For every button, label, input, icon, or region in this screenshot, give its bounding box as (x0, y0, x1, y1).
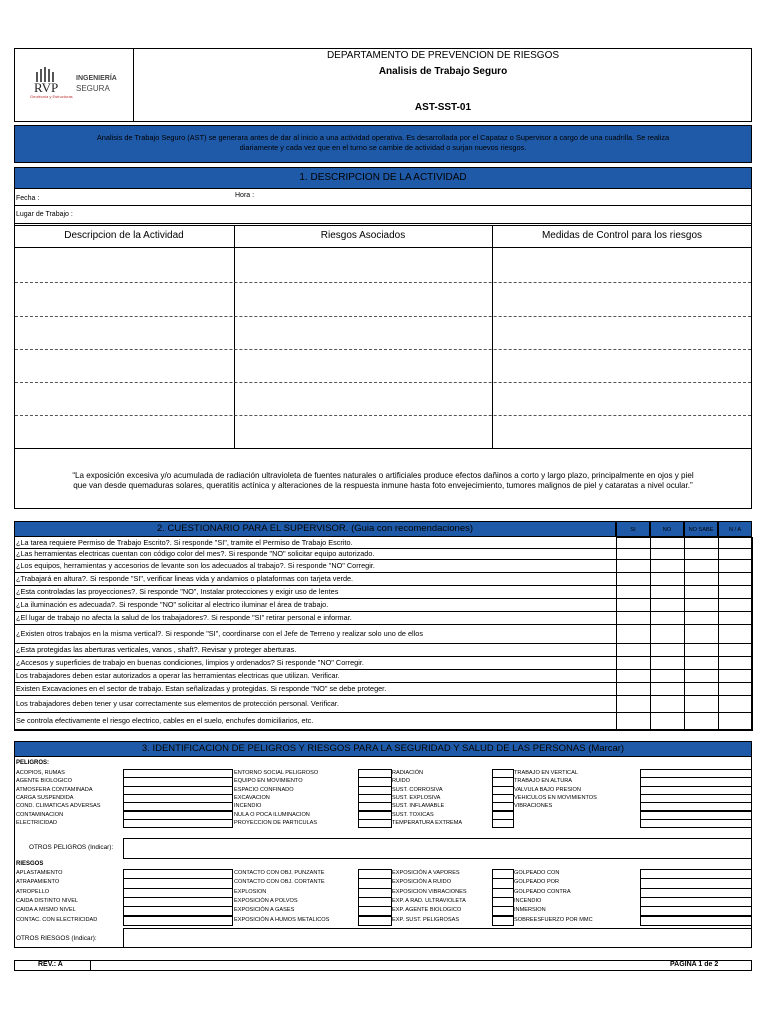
hazard-item-label: CONTACTO CON OBJ. PUNZANTE (234, 870, 325, 876)
answer-na-checkbox[interactable] (718, 559, 753, 573)
hazard-item-label: ATROPELLO (16, 888, 50, 895)
hazard-item-label: CONTAMINACION (16, 811, 64, 818)
answer-na-checkbox[interactable] (718, 585, 753, 599)
hazard-item-label: RADIACIÓN (392, 770, 424, 776)
answer-na-checkbox[interactable] (718, 712, 753, 731)
activity-row-line (15, 282, 751, 283)
col-si-label: SI (630, 527, 636, 533)
question-text: ¿El lugar de trabajo no afecta la salud de los trabajadores?. Si responde "SI" retirar personal e informar. (16, 612, 352, 622)
uv-warning-line-2: que van desde quemaduras solares, queratitis actínica y alteraciones de la respuesta inmune hasta foto envejecimiento, tumores malignos de piel y cataratas a nivel ocular.” (73, 481, 693, 490)
question-text: ¿Trabajará en altura?. Si responde "SI", verificar lineas vida y andamios o plataformas con tarjeta verde. (16, 573, 354, 583)
lugar-label: Lugar de Trabajo : (16, 211, 73, 218)
hazard-item-label: SUST. TOXICAS (392, 811, 434, 818)
hazard-mark-box[interactable] (123, 916, 233, 926)
answer-na-checkbox[interactable] (718, 572, 753, 586)
footer-divider (90, 960, 91, 971)
answer-nosabe-checkbox[interactable] (684, 624, 719, 644)
hazard-item-label: EXPLOSION (234, 888, 267, 895)
hazard-item-label: ATRAPAMIENTO (16, 879, 60, 886)
hazard-item-label: PROYECCION DE PARTICULAS (234, 819, 318, 826)
answer-si-checkbox[interactable] (616, 695, 651, 713)
hazard-item-label: CAIDA A MISMO NIVEL (16, 907, 76, 914)
activity-header-top (14, 225, 752, 226)
hazard-mark-box[interactable] (123, 819, 233, 828)
otros-riesgos-label: OTROS RIESGOS (Indicar): (16, 935, 97, 942)
answer-nosabe-checkbox[interactable] (684, 669, 719, 683)
activity-row-line (15, 382, 751, 383)
page-number: PAGINA 1 de 2 (670, 961, 719, 968)
logo-sub: Geotécnia y Estructuras (30, 94, 73, 99)
question-text: Se controla efectivamente el riesgo electrico, cables en el suelo, enchufes domiciliarios, etc. (16, 716, 314, 725)
hazard-item-label: EXPOSICION VIBRACIONES (392, 888, 467, 895)
hazard-item-label: RUIDO (392, 778, 411, 785)
question-text: ¿Los equipos, herramientas y accesorios de levante son los adecuados al trabajo?. Si responde "NO" Corregir. (16, 560, 375, 570)
hazard-item-label: INCENDIO (514, 897, 542, 904)
company-logo (20, 66, 130, 102)
question-text: Los trabajadores deben estar autorizados a operar las herramientas electricas que utilizan. Verificar. (16, 670, 340, 680)
lugar-line (14, 223, 752, 224)
answer-nosabe-checkbox[interactable] (684, 695, 719, 713)
col-nosabe-label: NO SABE (688, 527, 714, 533)
intro-line-1: Analisis de Trabajo Seguro (AST) se generara antes de dar al inicio a una actividad operativa. Es desarrollada por el Capataz o Supervisor a cargo de una cuadrilla. Se realiza (96, 133, 670, 142)
answer-si-checkbox[interactable] (616, 669, 651, 683)
hazard-item-label: EXP. AGENTE BIOLOGICO (392, 907, 462, 914)
answer-nosabe-checkbox[interactable] (684, 559, 719, 573)
hazard-item-label: SUST. INFLAMABLE (392, 803, 445, 810)
answer-no-checkbox[interactable] (650, 656, 685, 670)
hazard-item-label: EXPOSICIÓN A GASES (234, 907, 295, 914)
hazard-item-label: EXCAVACION (234, 794, 270, 801)
peligros-label: PELIGROS: (16, 760, 50, 766)
answer-no-checkbox[interactable] (650, 695, 685, 713)
hazard-item-label: AGENTE BIOLOGICO (16, 778, 72, 785)
col-descripcion: Descripcion de la Actividad (64, 230, 184, 241)
otros-peligros-input[interactable] (123, 838, 752, 859)
hazard-item-label: INMERSION (514, 907, 546, 914)
hazard-item-label: EXPOSICIÓN A HUMOS METALICOS (234, 916, 330, 923)
answer-nosabe-checkbox[interactable] (684, 682, 719, 696)
hazard-item-label: EXP. A RAD. ULTRAVIOLETA (392, 897, 466, 904)
hazard-item-label: EQUIPO EN MOVIMIENTO (234, 778, 303, 785)
hazard-item-label: ESPACIO CONFINADO (234, 786, 294, 793)
question-text: ¿Las herramientas electricas cuentan con código color del mes?. Si responde "NO" solicitar equipo autorizado. (16, 548, 375, 558)
hazard-item-label: GOLPEADO CONTRA (514, 888, 571, 895)
col-na-label: N / A (728, 527, 742, 533)
answer-no-checkbox[interactable] (650, 682, 685, 696)
hazard-item-label: ATMOSFERA CONTAMINADA (16, 786, 93, 793)
col-medidas: Medidas de Control para los riesgos (541, 230, 703, 241)
hazard-item-label: COND. CLIMATICAS ADVERSAS (16, 803, 101, 810)
section3-title (14, 743, 752, 754)
logo-brand-2: SEGURA (76, 84, 110, 93)
col-no-label: NO (662, 527, 672, 533)
hazard-item-label: EXPOSICIÓN A POLVOS (234, 897, 298, 904)
hora-label: Hora : (235, 192, 255, 199)
hazard-mark-box[interactable] (640, 819, 752, 828)
uv-warning-line-1: “La exposición excesiva y/o acumulada de radiación ultravioleta de fuentes naturales o artificiales produce efectos dañinos a corto y largo plazo, principalmente en ojos y piel (72, 471, 694, 480)
question-text: Los trabajadores deben tener y usar correctamente sus elementos de protección personal. Verificar. (16, 698, 339, 708)
hazard-item-label: TRABAJO EN VERTICAL (514, 770, 578, 776)
otros-riesgos-input[interactable] (123, 928, 752, 948)
hazard-item-label: CONTAC. CON ELECTRICIDAD (16, 916, 98, 923)
hazard-item-label: INCENDIO (234, 803, 262, 810)
section3-title-main: 3. IDENTIFICACION DE PELIGROS Y RIESGOS PARA LA SEGURIDAD Y SALUD DE LAS PERSONAS (141, 743, 586, 754)
answer-na-checkbox[interactable] (718, 611, 753, 625)
revision: REV.: A (38, 961, 63, 968)
logo-brand-1: INGENIERÍA (76, 75, 117, 82)
fecha-label: Fecha : (16, 195, 40, 202)
answer-nosabe-checkbox[interactable] (684, 585, 719, 599)
section1-title: 1. DESCRIPCION DE LA ACTIVIDAD (299, 172, 467, 183)
hazard-item-label: ELECTRICIDAD (16, 819, 58, 826)
section1-box (14, 167, 752, 509)
answer-si-checkbox[interactable] (616, 585, 651, 599)
hazard-item-label: ACOPIOS, RUMAS (16, 770, 65, 776)
activity-table-bottom (14, 448, 752, 449)
answer-si-checkbox[interactable] (616, 598, 651, 612)
answer-na-checkbox[interactable] (718, 624, 753, 644)
question-text: ¿Accesos y superficies de trabajo en buenas condiciones, limpios y ordenados? Si responde "NO" Corregir. (16, 657, 364, 667)
section2-title (14, 523, 616, 534)
hazard-mark-box[interactable] (492, 916, 514, 926)
answer-no-checkbox[interactable] (650, 598, 685, 612)
answer-si-checkbox[interactable] (616, 572, 651, 586)
otros-peligros-label: OTROS PELIGROS (Indicar): (29, 844, 114, 851)
question-text: ¿Existen otros trabajos en la misma vertical?. Si responde "SI", coordinarse con el Jefe de Terreno y realizar solo uno de ellos (16, 628, 423, 638)
hazard-item-label: SOBREESFUERZO POR MMC (514, 916, 593, 923)
fecha-line (14, 205, 752, 206)
document-title: Analisis de Trabajo Seguro (378, 66, 508, 77)
answer-si-checkbox[interactable] (616, 682, 651, 696)
document-code: AST-SST-01 (414, 102, 472, 113)
hazard-item-label: CARGA SUSPENDIDA (16, 794, 74, 801)
hazard-item-label: ENTORNO SOCIAL PELIGROSO (234, 770, 319, 776)
question-text: ¿Esta controladas las proyecciones?. Si responde "NO", Instalar protecciones y exigir uso de lentes (16, 586, 339, 596)
answer-si-checkbox[interactable] (616, 643, 651, 657)
answer-nosabe-checkbox[interactable] (684, 643, 719, 657)
hazard-mark-box[interactable] (492, 819, 514, 828)
hazard-item-label: NULA O POCA ILUMINACION (234, 811, 310, 818)
answer-no-checkbox[interactable] (650, 559, 685, 573)
activity-row-line (15, 349, 751, 350)
hazard-item-label: GOLPEADO CON (514, 870, 560, 876)
answer-no-checkbox[interactable] (650, 669, 685, 683)
section2-title-main: 2. CUESTIONARIO PARA EL SUPERVISOR. (156, 523, 349, 534)
answer-no-checkbox[interactable] (650, 572, 685, 586)
answer-na-checkbox[interactable] (718, 656, 753, 670)
intro-line-2: diariamente y cada vez que en el turno se cambie de actividad o surjan nuevos riesgos. (239, 143, 527, 152)
answer-na-checkbox[interactable] (718, 643, 753, 657)
activity-row-line (15, 415, 751, 416)
answer-nosabe-checkbox[interactable] (684, 598, 719, 612)
answer-si-checkbox[interactable] (616, 624, 651, 644)
activity-row-line (15, 316, 751, 317)
hazard-item-label: VALVULA BAJO PRESION (514, 786, 581, 793)
hazard-item-label: EXP. SUST. PELIGROSAS (392, 916, 460, 923)
hazard-item-label: CONTACTO CON OBJ. CORTANTE (234, 879, 325, 886)
answer-na-checkbox[interactable] (718, 695, 753, 713)
answer-nosabe-checkbox[interactable] (684, 611, 719, 625)
answer-nosabe-checkbox[interactable] (684, 572, 719, 586)
answer-na-checkbox[interactable] (718, 682, 753, 696)
section2-title-suffix: (Guia con recomendaciones) (351, 523, 474, 534)
hazard-item-label: CAIDA DISTINTO NIVEL (16, 897, 79, 904)
footer-box (14, 960, 752, 971)
answer-no-checkbox[interactable] (650, 585, 685, 599)
riesgos-label: RIESGOS (16, 861, 44, 867)
logo-main: RVP (34, 80, 59, 95)
question-text: ¿La iluminación es adecuada?. Si responde "NO" solicitar al electrico iluminar el área de trabajo. (16, 599, 329, 609)
hazard-item-label: EXPOSICIÓN A VAPORES (392, 870, 460, 876)
hazard-item-label: TEMPERATURA EXTREMA (392, 819, 463, 826)
answer-no-checkbox[interactable] (650, 611, 685, 625)
col-riesgos: Riesgos Asociados (320, 230, 406, 241)
hazard-item-label: APLASTAMIENTO (16, 870, 63, 876)
hazard-item-label: SUST. CORROSIVA (392, 786, 443, 793)
answer-na-checkbox[interactable] (718, 669, 753, 683)
hazard-mark-box[interactable] (358, 916, 392, 926)
answer-nosabe-checkbox[interactable] (684, 712, 719, 731)
question-text: ¿Esta protegidas las aberturas verticales, vanos , shaft?. Revisar y proteger aberturas. (16, 644, 297, 654)
hazard-item-label: GOLPEADO POR (514, 879, 560, 886)
answer-si-checkbox[interactable] (616, 611, 651, 625)
hazard-item-label: VEHICULOS EN MOVIMIENTOS (514, 794, 597, 801)
answer-si-checkbox[interactable] (616, 559, 651, 573)
section3-title-suffix: (Marcar) (588, 743, 625, 754)
answer-si-checkbox[interactable] (616, 656, 651, 670)
activity-header-bottom (14, 247, 752, 248)
hazard-item-label: TRABAJO EN ALTURA (514, 778, 573, 785)
hazard-mark-box[interactable] (358, 819, 392, 828)
answer-no-checkbox[interactable] (650, 643, 685, 657)
answer-nosabe-checkbox[interactable] (684, 656, 719, 670)
hazard-mark-box[interactable] (640, 916, 752, 926)
answer-no-checkbox[interactable] (650, 624, 685, 644)
department-title: DEPARTAMENTO DE PREVENCION DE RIESGOS (326, 50, 560, 61)
question-text: Existen Excavaciones en el sector de trabajo. Estan señalizadas y protegidas. Si responde "NO" se debe proteger. (16, 683, 387, 693)
answer-si-checkbox[interactable] (616, 712, 651, 731)
hazard-item-label: SUST. EXPLOSIVA (392, 794, 441, 801)
answer-no-checkbox[interactable] (650, 712, 685, 731)
hazard-item-label: EXPOSICIÓN A RUIDO (392, 879, 452, 886)
answer-na-checkbox[interactable] (718, 598, 753, 612)
question-text: ¿La tarea requiere Permiso de Trabajo Escrito?. Si responde "SI", tramite el Permiso de Trabajo Escrito. (16, 537, 353, 547)
hazard-item-label: VIBRACIONES (514, 803, 553, 810)
